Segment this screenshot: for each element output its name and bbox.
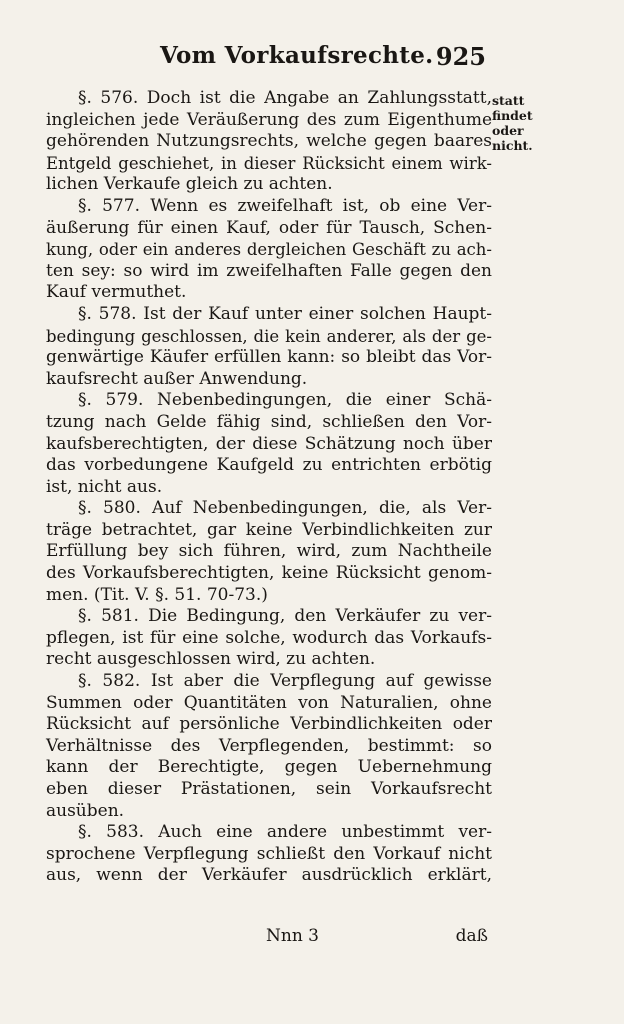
text-line: ausüben. bbox=[46, 800, 125, 821]
paragraph-576 bbox=[46, 88, 492, 196]
running-header bbox=[160, 42, 490, 72]
page-footer bbox=[46, 926, 492, 950]
paragraph-581 bbox=[46, 606, 492, 671]
catchword: daß bbox=[455, 926, 488, 946]
text-line: §. 578. Ist der Kauf unter einer solchen Haupt- bbox=[78, 303, 492, 324]
text-line: äußerung für einen Kauf, oder für Tausch, Schen- bbox=[46, 217, 492, 238]
text-line: träge betrachtet, gar keine Verbindlichkeiten zur bbox=[46, 519, 492, 540]
text-line: recht ausgeschlossen wird, zu achten. bbox=[46, 649, 376, 670]
text-line: gehörenden Nutzungsrechts, welche gegen baares bbox=[46, 131, 492, 152]
text-line: genwärtige Käufer erfüllen kann: so bleibt das Vor- bbox=[46, 347, 492, 368]
text-line: §. 581. Die Bedingung, den Verkäufer zu ver- bbox=[78, 606, 492, 627]
paragraph-580 bbox=[46, 498, 492, 606]
text-line: ten sey: so wird im zweifelhaften Falle gegen den bbox=[46, 260, 492, 281]
page-number: 925 bbox=[435, 42, 486, 71]
text-line: pflegen, ist für eine solche, wodurch das Vorkaufs- bbox=[46, 627, 492, 648]
signature-mark: Nnn 3 bbox=[266, 926, 319, 946]
paragraph-577 bbox=[46, 196, 492, 304]
body-text bbox=[46, 88, 492, 887]
margin-note bbox=[492, 93, 564, 153]
margin-note-line: statt findet bbox=[492, 93, 533, 123]
text-line: §. 583. Auch eine andere unbestimmt ver- bbox=[78, 822, 492, 843]
text-line: des Vorkaufsberechtigten, keine Rücksicht genom- bbox=[46, 563, 492, 584]
text-line: das vorbedungene Kaufgeld zu entrichten erbötig bbox=[46, 455, 492, 476]
text-line: §. 582. Ist aber die Verpflegung auf gewisse bbox=[78, 671, 492, 692]
paragraph-582 bbox=[46, 671, 492, 822]
text-line: kaufsberechtigten, der diese Schätzung noch über bbox=[46, 433, 492, 454]
text-line: bedingung geschlossen, die kein anderer, als der ge- bbox=[46, 326, 492, 346]
text-line: Kauf vermuthet. bbox=[46, 282, 187, 303]
text-line: tzung nach Gelde fähig sind, schließen den Vor- bbox=[46, 411, 492, 432]
text-line: §. 580. Auf Nebenbedingungen, die, als Ver- bbox=[78, 498, 492, 519]
text-line: ist, nicht aus. bbox=[46, 476, 163, 497]
text-line: men. (Tit. V. §. 51. 70-73.) bbox=[46, 584, 268, 605]
text-line: sprochene Verpflegung schließt den Vorkauf nicht bbox=[46, 843, 492, 864]
paragraph-583 bbox=[46, 822, 492, 887]
text-line: kann der Berechtigte, gegen Uebernehmung bbox=[46, 757, 492, 778]
text-line: Rücksicht auf persönliche Verbindlichkeiten oder bbox=[46, 714, 492, 735]
text-line: kung, oder ein anderes dergleichen Geschäft zu ach- bbox=[46, 240, 492, 260]
text-line: ingleichen jede Veräußerung des zum Eigenthume bbox=[46, 109, 492, 130]
text-line: §. 579. Nebenbedingungen, die einer Schä- bbox=[78, 390, 492, 411]
text-line: §. 576. Doch ist die Angabe an Zahlungsstatt, bbox=[78, 88, 492, 108]
paragraph-579 bbox=[46, 390, 492, 498]
page-title: Vom Vorkaufsrechte. bbox=[160, 42, 434, 69]
text-line: Summen oder Quantitäten von Naturalien, ohne bbox=[46, 692, 492, 713]
text-line: §. 577. Wenn es zweifelhaft ist, ob eine Ver- bbox=[78, 195, 492, 216]
text-line: Entgeld geschiehet, in dieser Rücksicht einem wirk- bbox=[46, 153, 492, 173]
text-line: kaufsrecht außer Anwendung. bbox=[46, 368, 308, 389]
text-line: Erfüllung bey sich führen, wird, zum Nachtheile bbox=[46, 541, 492, 562]
text-line: Verhältnisse des Verpflegenden, bestimmt: so bbox=[46, 735, 492, 756]
text-line: aus, wenn der Verkäufer ausdrücklich erklärt, bbox=[46, 865, 492, 886]
text-line: lichen Verkaufe gleich zu achten. bbox=[46, 174, 333, 195]
text-line: eben dieser Prästationen, sein Vorkaufsrecht bbox=[46, 779, 492, 799]
margin-note-line: oder nicht. bbox=[492, 123, 533, 153]
paragraph-578 bbox=[46, 304, 492, 390]
